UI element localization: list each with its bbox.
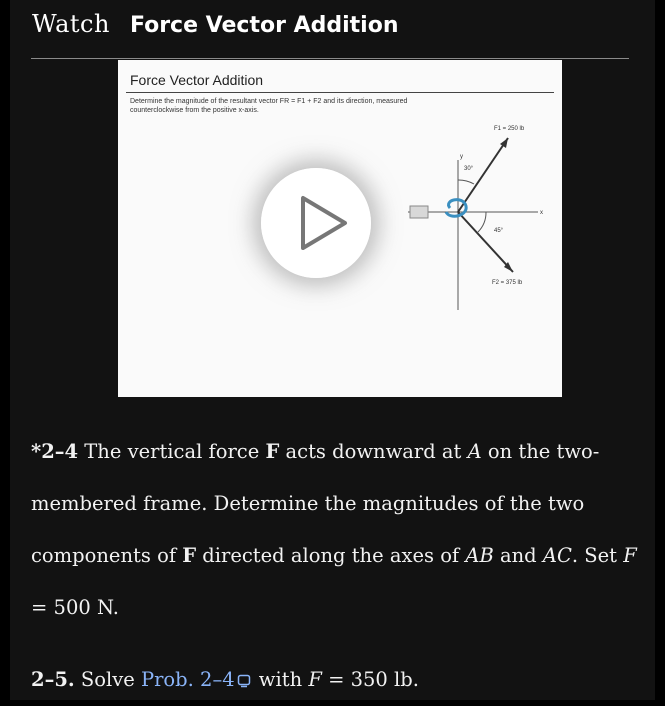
f2-label: F2 = 375 lb — [492, 280, 523, 286]
angle1-arc — [458, 180, 474, 184]
video-slide-title: Force Vector Addition — [130, 72, 264, 88]
angle1-label: 30° — [464, 166, 474, 172]
angle2-arc — [478, 212, 486, 232]
eye-bolt-shape — [446, 200, 466, 217]
vector-f2 — [458, 212, 513, 272]
problem-2-4: *2–4 The vertical force F acts downward at A on the two-membered frame. Determine the magnitudes of the two components of F directed along the axes of AB and AC. Set F = 500 N. — [31, 440, 637, 619]
wall-support — [410, 206, 428, 218]
play-button[interactable] — [261, 168, 371, 278]
video-title-heading: Force Vector Addition — [129, 13, 399, 38]
content-panel — [10, 0, 655, 700]
f1-label: F1 = 250 lb — [494, 126, 525, 132]
header-divider — [31, 58, 629, 59]
angle2-label: 45° — [494, 228, 504, 234]
prob-2-4-link[interactable]: Prob. 2–4 — [140, 668, 235, 691]
vector-f1 — [458, 138, 508, 212]
video-header — [32, 10, 655, 50]
external-link-icon[interactable] — [237, 674, 251, 688]
play-icon — [261, 168, 371, 278]
y-axis-label: y — [460, 154, 463, 160]
video-player[interactable] — [118, 60, 562, 397]
x-axis-label: x — [540, 210, 543, 216]
video-slide-description: Determine the magnitude of the resultant vector FR = F1 + F2 and its direction, measured counterclockwise from the positive x-axis. — [130, 98, 408, 114]
problem-number: 2–5. — [31, 668, 75, 691]
problem-2-5: 2–5. Solve Prob. 2–4 with F = 350 lb. — [31, 668, 419, 691]
problem-number: *2–4 — [31, 440, 79, 463]
watch-label: Watch — [32, 10, 110, 38]
